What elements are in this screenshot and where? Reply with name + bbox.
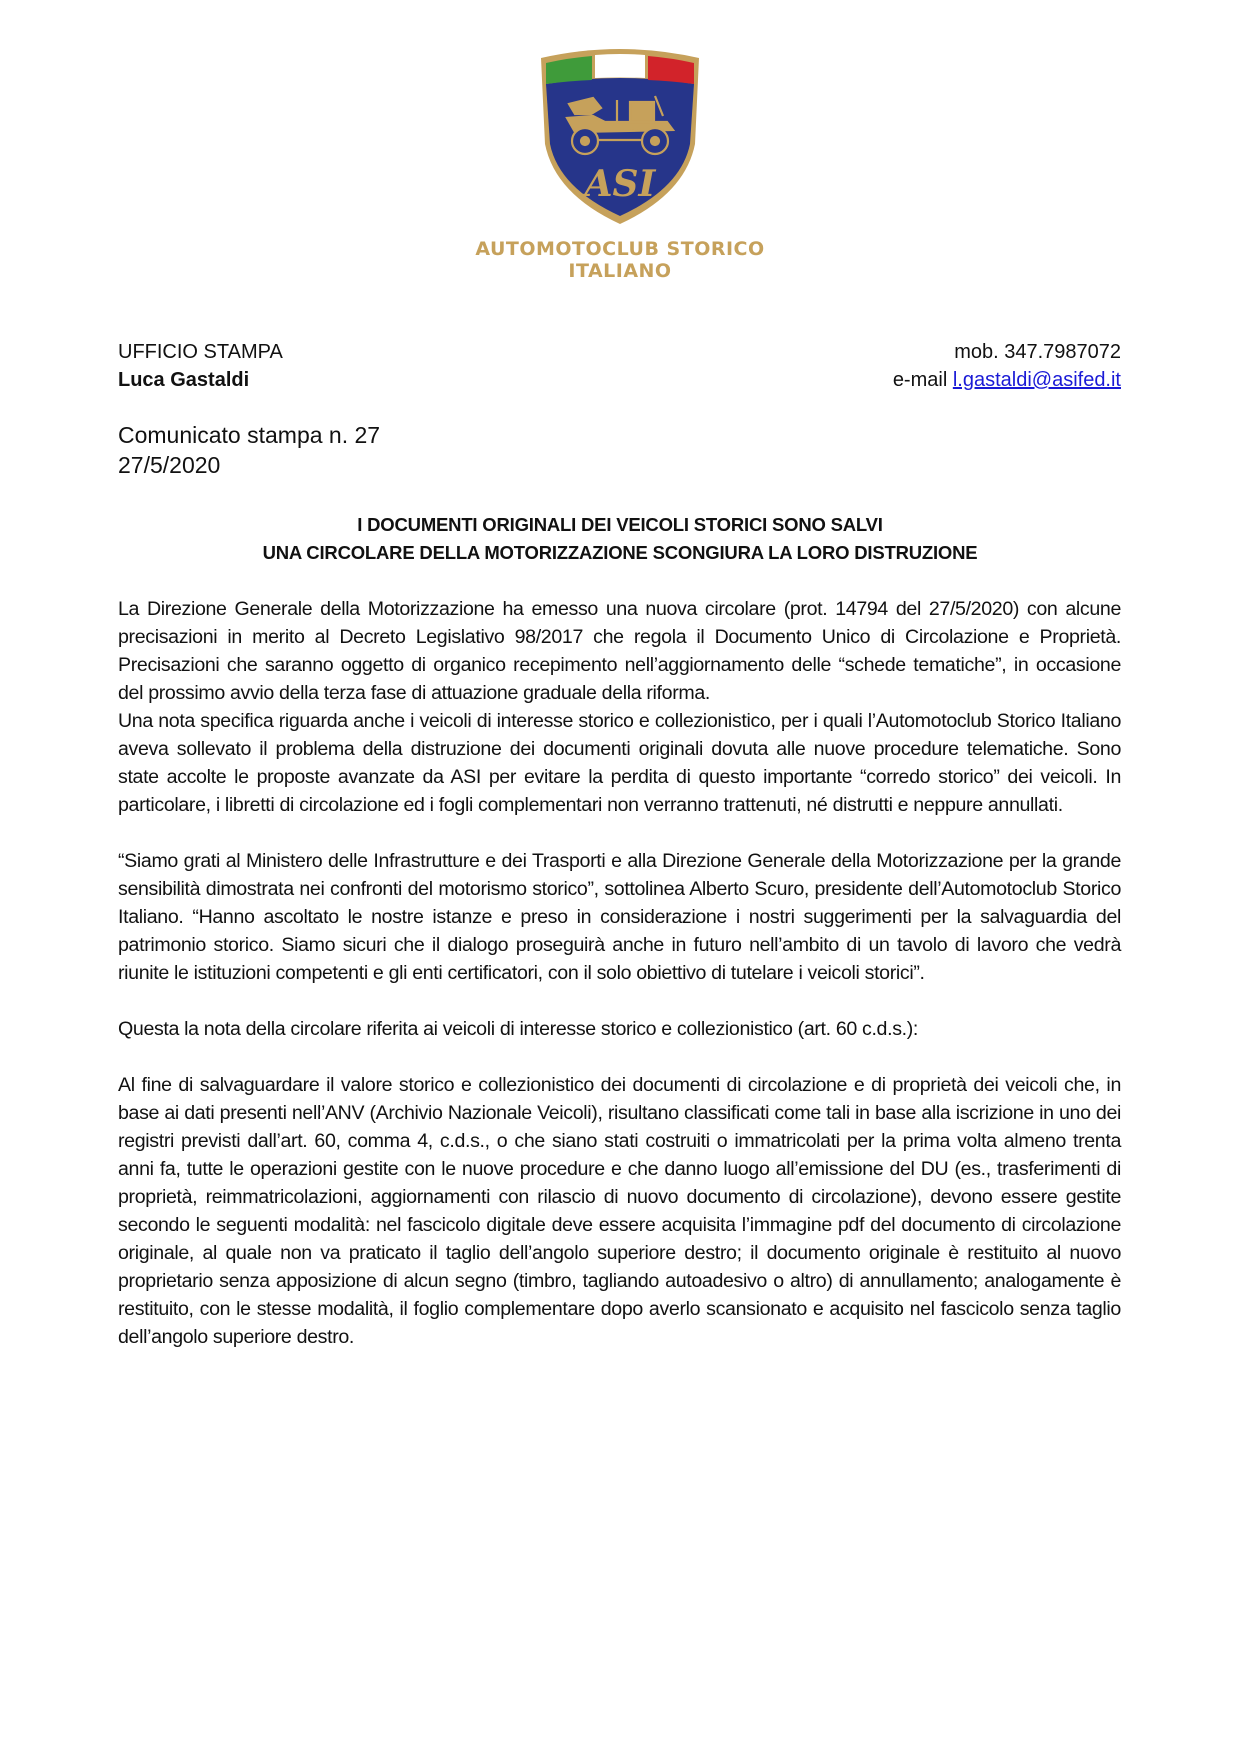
body-paragraph-note-intro: Questa la nota della circolare riferita ai veicoli di interesse storico e collezionistico (art. 60 c.d.s.):	[118, 1018, 919, 1040]
body-paragraph-2: Una nota specifica riguarda anche i veicoli di interesse storico e collezionistico, per i quali l’Automotoclub Storico Italiano aveva sollevato il problema della distruzione dei documenti originali dovuta alle nuove procedure telematiche. Sono state accolte le proposte avanzate da ASI per evitare la perdita di questo importante “corredo storico” dei veicoli. In particolare, i libretti di circolazione ed i fogli complementari non verranno trattenuti, né distrutti e neppure annullati.	[118, 710, 1121, 816]
headline	[0, 511, 1240, 567]
press-contact-name: Luca Gastaldi	[118, 369, 250, 391]
release-number: Comunicato stampa n. 27	[118, 422, 381, 448]
press-office-label: UFFICIO STAMPA	[118, 341, 283, 363]
logo-monogram: ASI	[584, 163, 656, 205]
article-body	[118, 595, 1121, 1351]
logo-text-line2: ITALIANO	[568, 260, 672, 282]
press-office-block	[118, 338, 283, 394]
body-paragraph-circular-note: Al fine di salvaguardare il valore storico e collezionistico dei documenti di circolazione e di proprietà dei veicoli che, in base ai dati presenti nell’ANV (Archivio Nazionale Veicoli), risultano classificati come tali in base alla iscrizione in uno dei registri previsti dall’art. 60, comma 4, c.d.s., o che siano stati costruiti o immatricolati per la prima volta almeno trenta anni fa, tutte le operazioni gestite con le nuove procedure e che danno luogo all’emissione del DU (es., trasferimenti di proprietà, reimmatricolazioni, aggiornamenti con rilascio di nuovo documento di circolazione), devono essere gestite secondo le seguenti modalità: nel fascicolo digitale deve essere acquisita l’immagine pdf del documento di circolazione originale, al quale non va praticato il taglio dell’angolo superiore destro; il documento originale è restituito al nuovo proprietario senza apposizione di alcun segno (timbro, tagliando autoadesivo o altro) di annullamento; analogamente è restituito, con le stesse modalità, il foglio complementare dopo averlo scansionato e acquisito nel fascicolo senza taglio dell’angolo superiore destro.	[118, 1074, 1121, 1348]
email-label: e-mail	[892, 369, 953, 391]
headline-line2: UNA CIRCOLARE DELLA MOTORIZZAZIONE SCONGIURA LA LORO DISTRUZIONE	[262, 542, 978, 563]
contact-details	[893, 338, 1121, 394]
flag-white	[595, 54, 645, 78]
mobile-number: mob. 347.7987072	[954, 341, 1121, 363]
headline-line1: I DOCUMENTI ORIGINALI DEI VEICOLI STORICI SONO SALVI	[357, 514, 883, 535]
release-info	[118, 420, 380, 480]
asi-shield-logo	[535, 44, 705, 226]
release-date: 27/5/2020	[118, 452, 221, 478]
email-link[interactable]: l.gastaldi@asifed.it	[952, 369, 1121, 391]
body-paragraph-quote: “Siamo grati al Ministero delle Infrastrutture e dei Trasporti e alla Direzione Generale della Motorizzazione per la grande sensibilità dimostrata nei confronti del motorismo storico”, sottolinea Alberto Scuro, presidente dell’Automotoclub Storico Italiano. “Hanno ascoltato le nostre istanze e preso in considerazione i nostri suggerimenti per la salvaguardia del patrimonio storico. Siamo sicuri che il dialogo proseguirà anche in futuro nell’ambito di un tavolo di lavoro che vedrà riunite le istituzioni competenti e gli enti certificatori, con il solo obiettivo di tutelare i veicoli storici”.	[118, 850, 1121, 984]
body-paragraph-1: La Direzione Generale della Motorizzazione ha emesso una nuova circolare (prot. 14794 del 27/5/2020) con alcune precisazioni in merito al Decreto Legislativo 98/2017 che regola il Documento Unico di Circolazione e Proprietà. Precisazioni che saranno oggetto di organico recepimento nell’aggiornamento delle “schede tematiche”, in occasione del prossimo avvio della terza fase di attuazione graduale della riforma.	[118, 598, 1121, 704]
logo-text-line1: AUTOMOTOCLUB STORICO	[475, 238, 765, 260]
email-line	[893, 366, 1121, 394]
